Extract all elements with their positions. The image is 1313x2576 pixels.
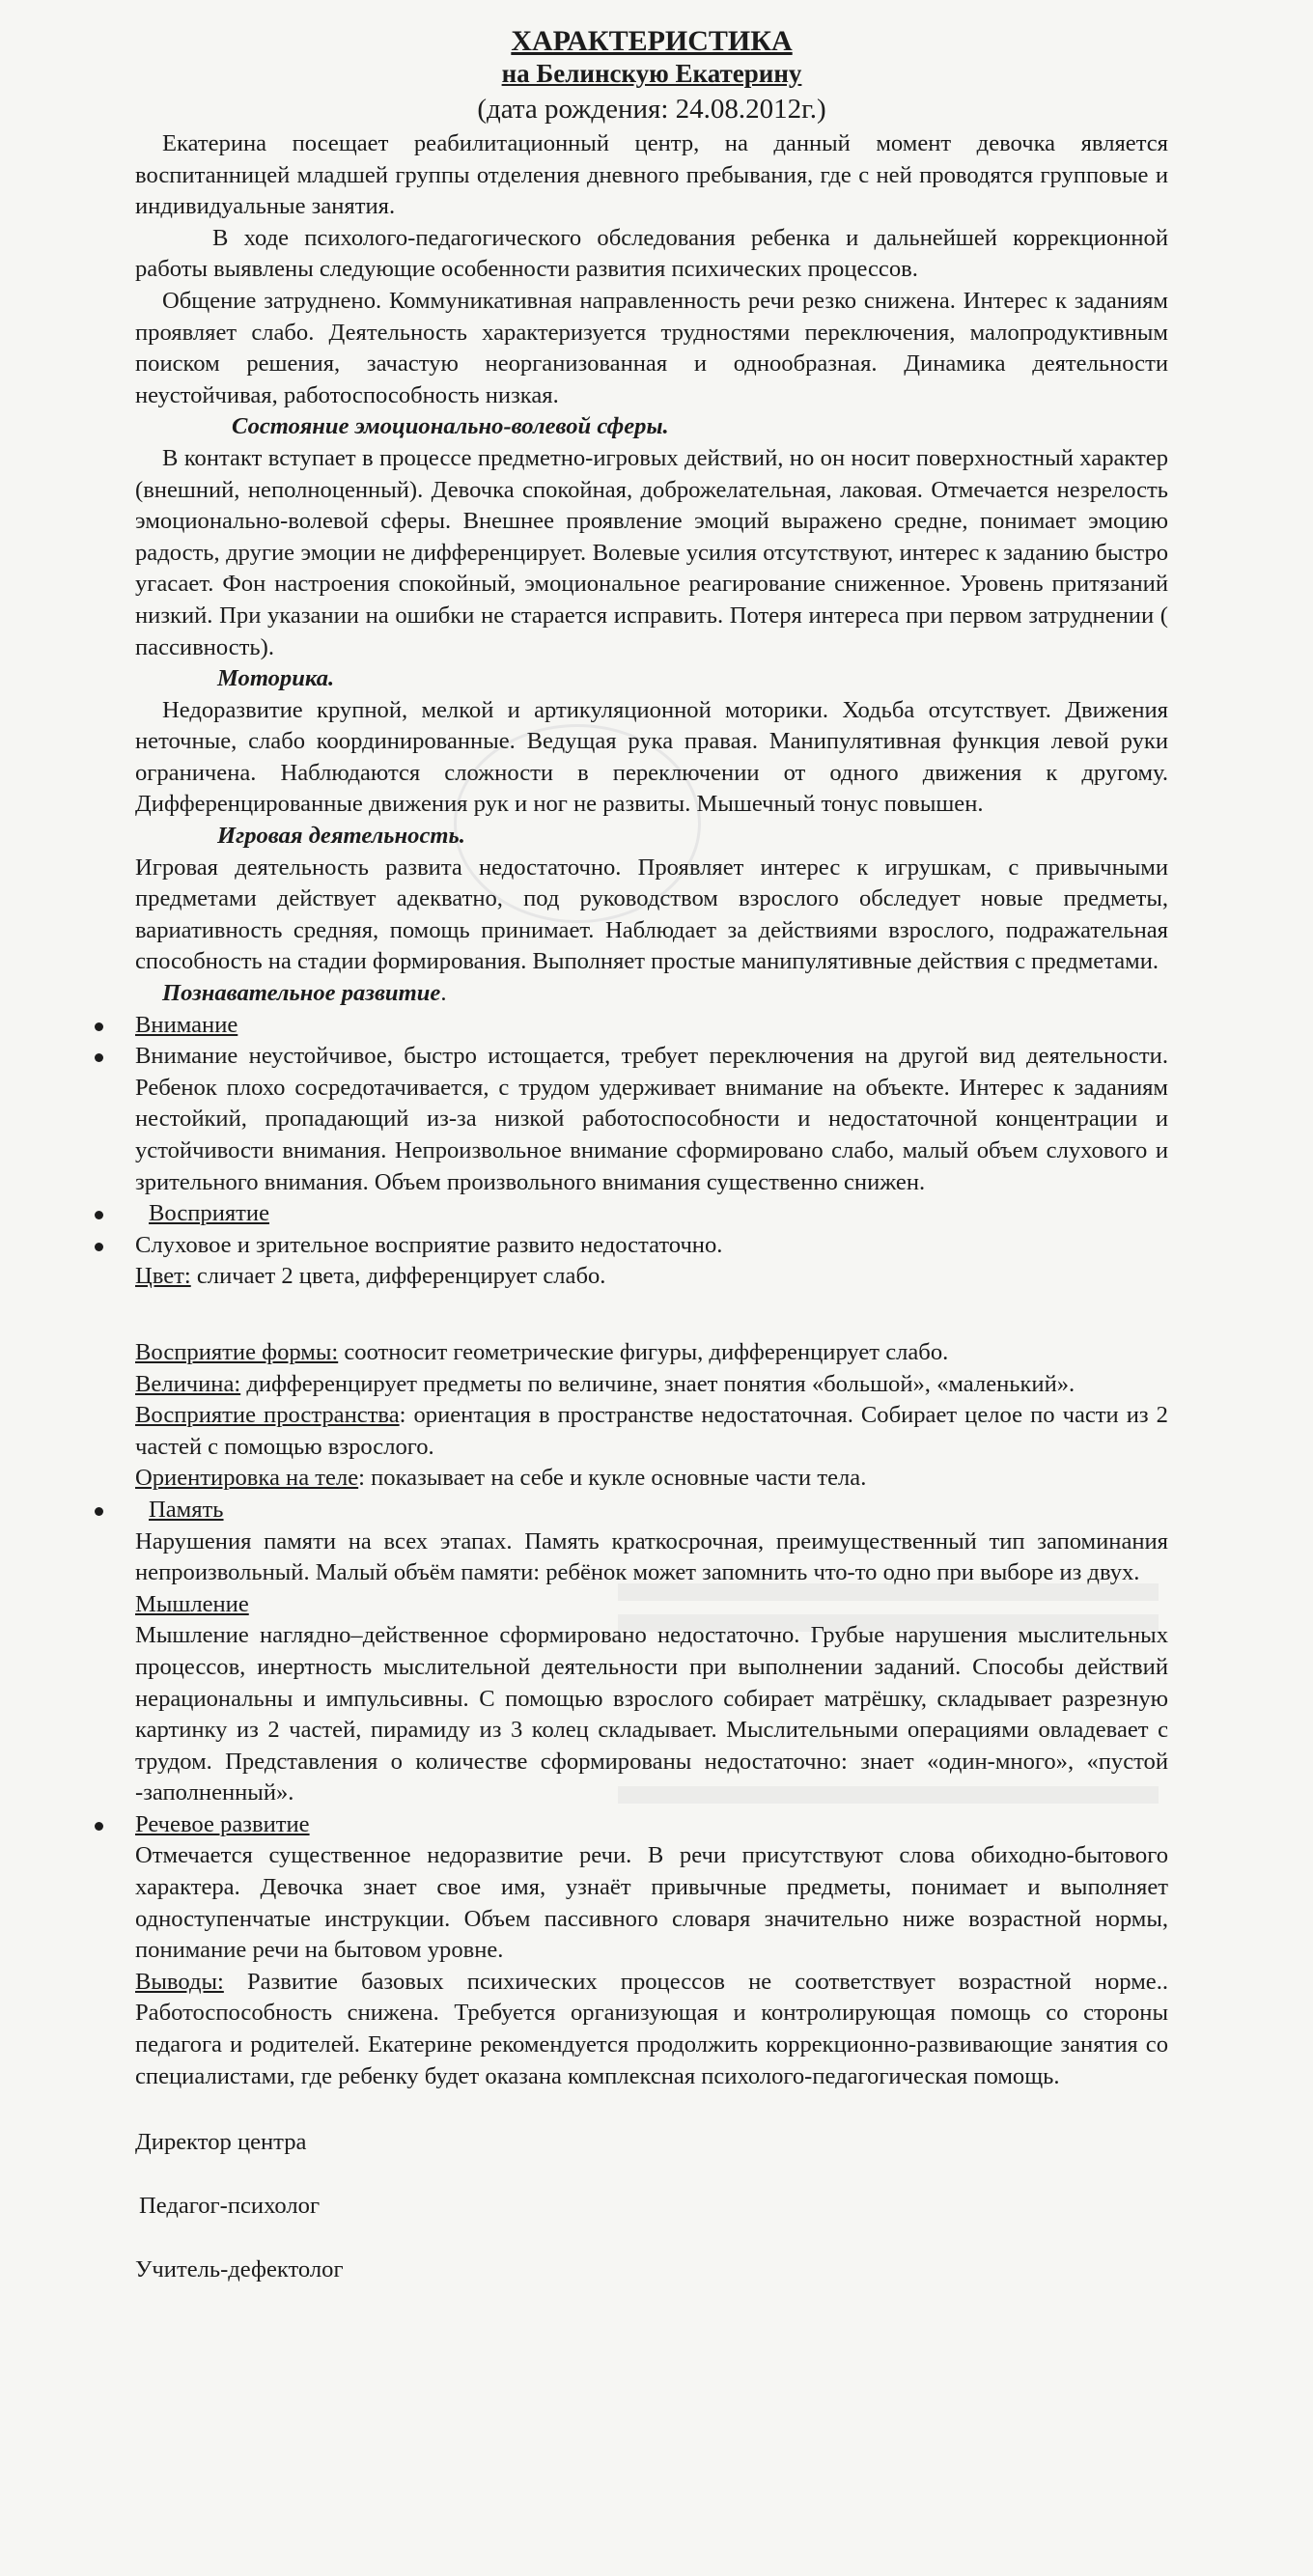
form-text: соотносит геометрические фигуры, дифференцирует слабо. <box>344 1338 949 1365</box>
section-heading-motor: Моторика. <box>217 665 335 692</box>
blank-gap <box>135 1293 1168 1324</box>
thinking-paragraph: Мышление наглядно–действенное сформировано недостаточно. Грубые нарушения мыслительных процессов, инертность мыслительной деятельности при выполнении заданий. Способы действий нерациональны и импульсивны. С помощью взрослого собирает матрёшку, складывает разрезную картинку из 2 частей, пирамиду из 3 колец складывает. Мыслительными операциями овладевает с трудом. Представления о количестве сформированы недостаточно: знает «один-много», «пустой -заполненный». <box>135 1622 1168 1806</box>
document-subtitle: на Белинскую Екатерину <box>501 59 802 88</box>
size-text: дифференцирует предметы по величине, знает понятия «большой», «маленький». <box>246 1370 1076 1397</box>
form-label: Восприятие формы: <box>135 1338 339 1365</box>
cognitive-heading-text: Познавательное развитие <box>162 980 441 1007</box>
play-paragraph: Игровая деятельность развита недостаточно. Проявляет интерес к игрушкам, с привычными предметами действует адекватно, под руководством взрослого обследует новые предметы, вариативность средняя, помощь принимает. Наблюдает за действиями взрослого, подражательная способность на стадии формирования. Выполняет простые манипулятивные действия с предметами. <box>135 854 1168 975</box>
color-line <box>135 1261 1168 1293</box>
form-line <box>135 1337 1168 1369</box>
size-line <box>135 1369 1168 1401</box>
perception-paragraph: Слуховое и зрительное восприятие развито недостаточно. <box>135 1230 1168 1262</box>
signature-psychologist: Педагог-психолог <box>139 2193 321 2220</box>
space-text: : ориентация в пространстве недостаточная. Собирает целое по части из 2 частей с помощью взрослого. <box>135 1402 1168 1460</box>
bullet-perception <box>135 1198 1168 1230</box>
motor-paragraph: Недоразвитие крупной, мелкой и артикуляционной моторики. Ходьба отсутствует. Движения неточные, слабо координированные. Ведущая рука правая. Манипулятивная функция левой руки ограничена. Наблюдаются сложности в переключении от одного движения к другому. Дифференцированные движения рук и ног не развиты. Мышечный тонус повышен. <box>135 696 1168 818</box>
section-heading-emotional: Состояние эмоционально-волевой сферы. <box>232 413 669 440</box>
body-text: : показывает на себе и кукле основные части тела. <box>358 1465 867 1492</box>
blank-gap <box>135 1324 1168 1337</box>
conclusion-label: Выводы: <box>135 1968 224 1995</box>
signature-defectologist: Учитель-дефектолог <box>135 2256 344 2283</box>
body-label: Ориентировка на теле <box>135 1465 359 1492</box>
body-line <box>135 1463 1168 1495</box>
section-heading-play: Игровая деятельность. <box>217 823 465 850</box>
birth-date: (дата рождения: 24.08.2012г.) <box>477 94 826 125</box>
memory-paragraph: Нарушения памяти на всех этапах. Память краткосрочная, преимущественный тип запоминания непроизвольный. Малый объём памяти: ребёнок может запомнить что-то одно при выборе из двух. <box>135 1527 1168 1586</box>
size-label: Величина: <box>135 1370 241 1397</box>
memory-label: Память <box>149 1496 224 1523</box>
thinking-label: Мышление <box>135 1590 249 1617</box>
space-label: Восприятие пространства <box>135 1402 400 1429</box>
intro-paragraph: Екатерина посещает реабилитационный центр, на данный момент девочка является воспитанницей младшей группы отделения дневного пребывания, где с ней проводятся групповые и индивидуальные занятия. <box>135 130 1168 220</box>
speech-paragraph: Отмечается существенное недоразвитие речи. В речи присутствуют слова обиходно-бытового характера. Девочка знает свое имя, узнаёт привычные предметы, понимает и выполняет одноступенчатые инструкции. Объем пассивного словаря значительно ниже возрастной нормы, понимание речи на бытовом уровне. <box>135 1842 1168 1964</box>
bullet-memory <box>135 1495 1168 1526</box>
perception-label: Восприятие <box>149 1200 269 1227</box>
signature-block <box>135 2127 1168 2318</box>
color-label: Цвет: <box>135 1263 191 1290</box>
section-heading-cognitive: Познавательное развитие. <box>162 980 447 1007</box>
conclusion-text: Развитие базовых психических процессов не соответствует возрастной норме.. Работоспособность снижена. Требуется организующая и контролирующая помощь со стороны педагога и родителей. Екатерине рекомендуется продолжить коррекционно-развивающие занятия со специалистами, где ребенку будет оказана комплексная психолого-педагогическая помощь. <box>135 1968 1169 2089</box>
attention-paragraph: Внимание неустойчивое, быстро истощается, требует переключения на другой вид деятельности. Ребенок плохо сосредотачивается, с трудом удерживает внимание на объекте. Интерес к заданиям нестойкий, пропадающий из-за низкой работоспособности и недостаточной концентрации и устойчивости внимания. Непроизвольное внимание сформировано слабо, малый объем слухового и зрительного внимания. Объем произвольного внимания существенно снижен. <box>135 1041 1168 1198</box>
document-title: ХАРАКТЕРИСТИКА <box>511 25 793 57</box>
color-text: сличает 2 цвета, дифференцирует слабо. <box>196 1263 606 1290</box>
intro-paragraph: В ходе психолого-педагогического обследования ребенка и дальнейшей коррекционной работы выявлены следующие особенности развития психических процессов. <box>135 224 1168 283</box>
intro-paragraph: Общение затруднено. Коммуникативная направленность речи резко снижена. Интерес к заданиям проявляет слабо. Деятельность характеризуется трудностями переключения, малопродуктивным поиском решения, зачастую неорганизованная и однообразная. Динамика деятельности неустойчивая, работоспособность низкая. <box>135 287 1168 408</box>
signature-director: Директор центра <box>135 2129 307 2156</box>
conclusion-paragraph <box>135 1967 1168 2092</box>
bullet-attention: Внимание <box>135 1010 1168 1042</box>
bullet-speech: Речевое развитие <box>135 1809 1168 1841</box>
emotional-paragraph: В контакт вступает в процессе предметно-игровых действий, но он носит поверхностный характер (внешний, неполноценный). Девочка спокойная, доброжелательная, лаковая. Отмечается незрелость эмоционально-волевой сферы. Внешнее проявление эмоций выражено средне, понимает эмоцию радость, другие эмоции не дифференцирует. Волевые усилия отсутствуют, интерес к заданию быстро угасает. Фон настроения спокойный, эмоциональное реагирование сниженное. Уровень притязаний низкий. При указании на ошибки не старается исправить. Потеря интереса при первом затруднении ( пассивность). <box>135 444 1168 660</box>
space-line <box>135 1400 1168 1463</box>
